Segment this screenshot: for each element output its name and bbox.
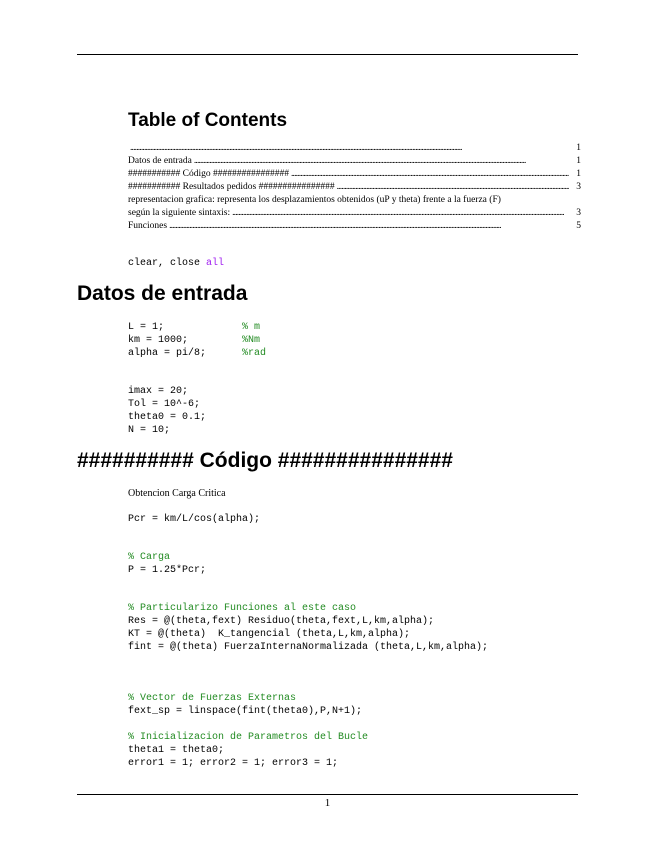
code-line: L = 1; % m (128, 322, 261, 333)
toc-entry-page: 1 (576, 156, 581, 166)
header-rule (77, 54, 578, 55)
code-pcr (128, 513, 260, 526)
toc-entry-page: 1 (576, 169, 581, 179)
toc-entry[interactable] (128, 220, 581, 233)
code-line: error1 = 1; error2 = 1; error3 = 1; (128, 758, 339, 769)
toc-entry[interactable] (128, 181, 581, 194)
code-line: fext_sp = linspace(fint(theta0),P,N+1); (128, 706, 363, 717)
toc-entry-page: 1 (576, 143, 581, 153)
section-heading-codigo: ########## Código ############### (77, 449, 453, 472)
toc-entry-label: según la siguiente sintaxis: (128, 208, 231, 218)
toc-entry-label: ########### Resultados pedidos ################ (128, 182, 335, 192)
footer-rule (77, 794, 578, 795)
code-line: Tol = 10^-6; (128, 399, 201, 410)
code-vector-fuerzas (128, 692, 362, 718)
code-clear (128, 257, 224, 270)
section-heading-datos: Datos de entrada (77, 282, 248, 305)
toc-entry[interactable] (128, 155, 581, 168)
toc-entry-label: Datos de entrada (128, 156, 192, 166)
toc-entry[interactable] (128, 207, 581, 220)
toc-entry-page: 3 (576, 182, 581, 192)
toc-leader (169, 220, 569, 233)
toc-entry-label: representacion grafica: representa los desplazamientos obtenidos (uP y theta) frente a la fuerza (F) (128, 195, 501, 205)
code-line: P = 1.25*Pcr; (128, 565, 207, 576)
code-inicializacion (128, 731, 368, 770)
toc-entry-line1[interactable] (128, 194, 581, 207)
code-line: alpha = pi/8; %rad (128, 348, 267, 359)
toc-leader (194, 155, 569, 168)
table-of-contents (128, 142, 581, 233)
toc-entry[interactable] (128, 168, 581, 181)
code-line: N = 10; (128, 425, 171, 436)
code-iteration-params (128, 385, 206, 437)
toc-entry-label: ########### Código ################ (128, 169, 289, 179)
code-comment: % Inicializacion de Parametros del Bucle (128, 732, 369, 743)
code-text: clear, close (128, 258, 207, 269)
code-line: Res = @(theta,fext) Residuo(theta,fext,L,km,alpha); (128, 616, 435, 627)
code-line: fint = @(theta) FuerzaInternaNormalizada (theta,L,km,alpha); (128, 642, 489, 653)
toc-entry-page: 5 (576, 221, 581, 231)
toc-entry-label: Funciones (128, 221, 168, 231)
code-comment: % Carga (128, 552, 171, 563)
toc-entry-page: 3 (576, 208, 581, 218)
code-line: theta1 = theta0; (128, 745, 225, 756)
code-funciones (128, 602, 488, 654)
paragraph-obtencion: Obtencion Carga Critica (128, 488, 226, 499)
code-line: theta0 = 0.1; (128, 412, 207, 423)
toc-leader (232, 207, 569, 220)
toc-leader (291, 168, 569, 181)
toc-leader (130, 142, 569, 155)
code-line: imax = 20; (128, 386, 189, 397)
toc-entry[interactable] (128, 142, 581, 155)
page-number: 1 (324, 797, 331, 809)
code-params (128, 321, 266, 360)
code-carga (128, 551, 206, 577)
code-line: Pcr = km/L/cos(alpha); (128, 514, 261, 525)
code-comment: % Particularizo Funciones al este caso (128, 603, 357, 614)
code-keyword: all (206, 258, 225, 269)
code-line: KT = @(theta) K_tangencial (theta,L,km,alpha); (128, 629, 411, 640)
toc-title: Table of Contents (128, 110, 288, 131)
code-comment: % Vector de Fuerzas Externas (128, 693, 297, 704)
toc-leader (337, 181, 569, 194)
code-line: km = 1000; %Nm (128, 335, 261, 346)
